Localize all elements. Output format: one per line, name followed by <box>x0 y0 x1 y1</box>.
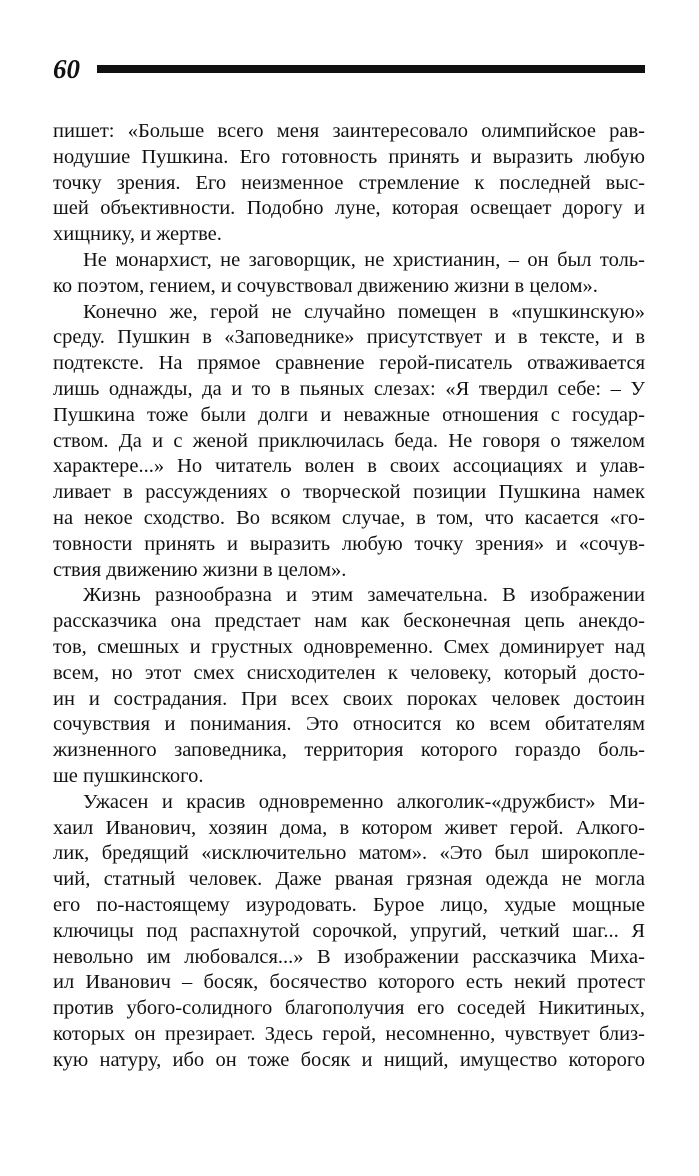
text-line: которых он презирает. Здесь герой, несомненно, чувствует близ- <box>53 1022 645 1045</box>
text-line: рассказчика она предстает нам как бесконечная цепь анекдо- <box>53 610 645 633</box>
text-line: жизненного заповедника, территория которого гораздо боль- <box>53 739 645 762</box>
text-line: ше пушкинского. <box>53 764 204 787</box>
text-line: ствия движению жизни в целом». <box>53 558 347 581</box>
text-line: тов, смешных и грустных одновременно. Смех доминирует над <box>53 635 645 658</box>
text-line: кую натуру, ибо он тоже босяк и нищий, имущество которого <box>53 1048 645 1071</box>
text-line: Жизнь разнообразна и этим замечательна. В изображении <box>83 584 645 607</box>
text-line: ключицы под распахнутой сорочкой, упругий, четкий шаг... Я <box>53 919 645 942</box>
text-line: его по-настоящему изуродовать. Бурое лицо, худые мощные <box>53 893 645 916</box>
text-line: хаил Иванович, хозяин дома, в котором живет герой. Алкого- <box>53 816 645 839</box>
text-line: пишет: «Больше всего меня заинтересовало олимпийское рав- <box>53 120 645 142</box>
text-line: Ужасен и красив одновременно алкоголик-«дружбист» Ми- <box>83 790 645 813</box>
page-header <box>53 50 645 88</box>
text-line: лишь однажды, да и то в пьяных слезах: «Я твердил себе: – У <box>53 377 645 400</box>
page-number: 60 <box>53 54 80 84</box>
text-line: ил Иванович – босяк, босячество которого есть некий протест <box>53 971 645 994</box>
text-line: среду. Пушкин в «Заповеднике» присутствует и в тексте, и в <box>53 326 645 349</box>
text-line: лик, бредящий «исключительно матом». «Это был широкоплe- <box>53 842 645 865</box>
text-line: подтексте. На прямое сравнение герой-писатель отваживается <box>53 352 645 375</box>
text-line: невольно им любовался...» В изображении рассказчика Миха- <box>53 945 645 968</box>
text-line: ин и сострадания. При всех своих пороках человек достоин <box>53 687 645 710</box>
text-line: нодушие Пушкина. Его готовность принять и выразить любую <box>53 145 645 168</box>
text-line: ливает в рассуждениях о творческой позиции Пушкина намек <box>53 481 645 504</box>
text-line: товности принять и выразить любую точку зрения» и «сочув- <box>53 532 645 555</box>
text-line: Не монархист, не заговорщик, не христианин, – он был толь- <box>83 248 645 271</box>
text-line: точку зрения. Его неизменное стремление к последней выс- <box>53 171 645 194</box>
text-line: Пушкина тоже были долги и неважные отношения с государ- <box>53 403 645 426</box>
text-line: ко поэтом, гением, и сочувствовал движению жизни в целом». <box>53 274 598 297</box>
text-line: Конечно же, герой не случайно помещен в «пушкинскую» <box>83 300 645 323</box>
text-line: характере...» Но читатель волен в своих ассоциациях и улав- <box>53 455 645 478</box>
text-line: хищнику, и жертве. <box>53 223 222 246</box>
text-line: сочувствия и понимания. Это относится ко всем обитателям <box>53 713 645 736</box>
body-text <box>53 119 645 1073</box>
text-line: всем, но этот смех снисходителен к человеку, который досто- <box>53 661 645 684</box>
text-line: против убого-солидного благополучия его соседей Никитиных, <box>53 997 645 1020</box>
text-line: на некое сходство. Во всяком случае, в том, что касается «го- <box>53 506 645 529</box>
text-line: шей объективности. Подобно луне, которая освещает дорогу и <box>53 197 645 220</box>
header-rule <box>97 65 645 73</box>
text-line: ством. Да и с женой приключилась беда. Не говоря о тяжелом <box>53 429 645 452</box>
text-line: чий, статный человек. Даже рваная грязная одежда не могла <box>53 868 645 891</box>
